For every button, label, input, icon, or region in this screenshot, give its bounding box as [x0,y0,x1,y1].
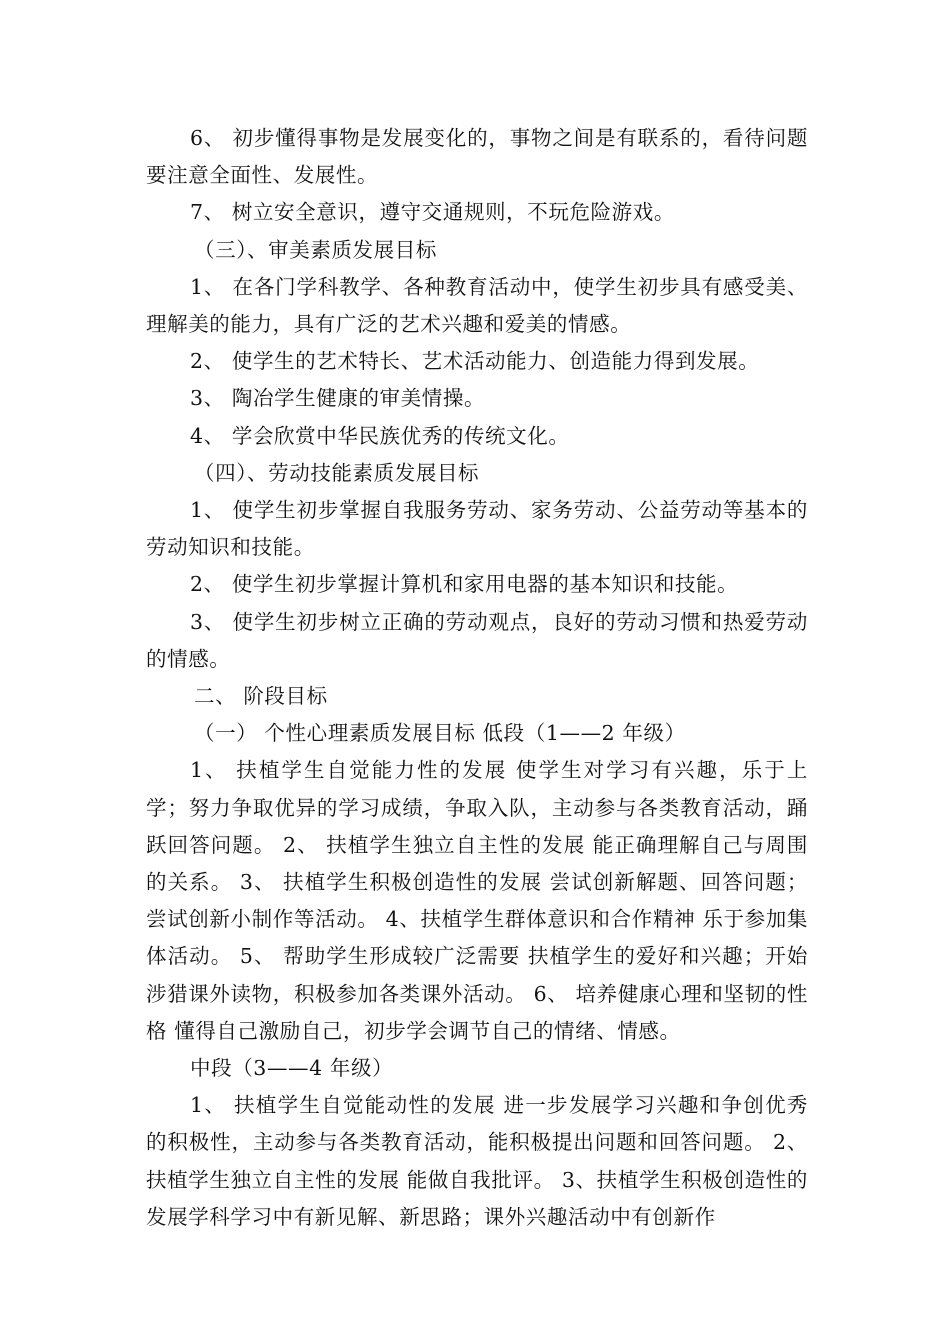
labor-item-1: 1、 使学生初步掌握自我服务劳动、家务劳动、公益劳动等基本的劳动知识和技能。 [146,498,808,560]
section-heading-stage-goals: 二、 阶段目标 [194,684,328,709]
subheading-personality-low-stage: （一） 个性心理素质发展目标 低段（1——2 年级） [194,721,686,746]
aesthetic-item-3: 3、 陶冶学生健康的审美情操。 [190,386,486,411]
aesthetic-item-2: 2、 使学生的艺术特长、艺术活动能力、创造能力得到发展。 [190,349,760,374]
document-body [146,120,808,1236]
item-7-safety-awareness: 7、 树立安全意识，遵守交通规则，不玩危险游戏。 [190,200,675,225]
low-stage-goals: 1、 扶植学生自觉能力性的发展 使学生对学习有兴趣，乐于上学；努力争取优异的学习成绩，争取入队，主动参与各类教育活动，踊跃回答问题。 2、 扶植学生独立自主性的发展 能正确理解自己与周围的关系。 3、 扶植学生积极创造性的发展 尝试创新解题、回答问题；尝试创新小制作等活动。 4、扶植学生群体意识和合作精神 乐于参加集体活动。 5、 帮助学生形成较广泛需要 扶植学生的爱好和兴趣；开始涉猎课外读物，积极参加各类课外活动。 6、 培养健康心理和坚韧的性格 懂得自己激励自己，初步学会调节自己的情绪、情感。 [146,758,808,1043]
subheading-middle-stage: 中段（3——4 年级） [190,1056,394,1081]
middle-stage-goals: 1、 扶植学生自觉能动性的发展 进一步发展学习兴趣和争创优秀的积极性，主动参与各类教育活动，能积极提出问题和回答问题。 2、 扶植学生独立自主性的发展 能做自我批评。 3、扶植学生积极创造性的发展学科学习中有新见解、新思路；课外兴趣活动中有创新作 [146,1093,808,1229]
labor-item-2: 2、 使学生初步掌握计算机和家用电器的基本知识和技能。 [190,572,739,597]
section-heading-labor: （四）、劳动技能素质发展目标 [194,460,480,485]
item-6-comprehensive-view: 6、 初步懂得事物是发展变化的，事物之间是有联系的，看待问题要注意全面性、发展性。 [146,126,808,188]
section-heading-aesthetic: （三）、审美素质发展目标 [194,237,437,262]
labor-item-3: 3、 使学生初步树立正确的劳动观点，良好的劳动习惯和热爱劳动的情感。 [146,609,808,671]
aesthetic-item-1: 1、 在各门学科教学、各种教育活动中，使学生初步具有感受美、理解美的能力，具有广泛的艺术兴趣和爱美的情感。 [146,274,808,337]
aesthetic-item-4: 4、 学会欣赏中华民族优秀的传统文化。 [190,423,570,448]
